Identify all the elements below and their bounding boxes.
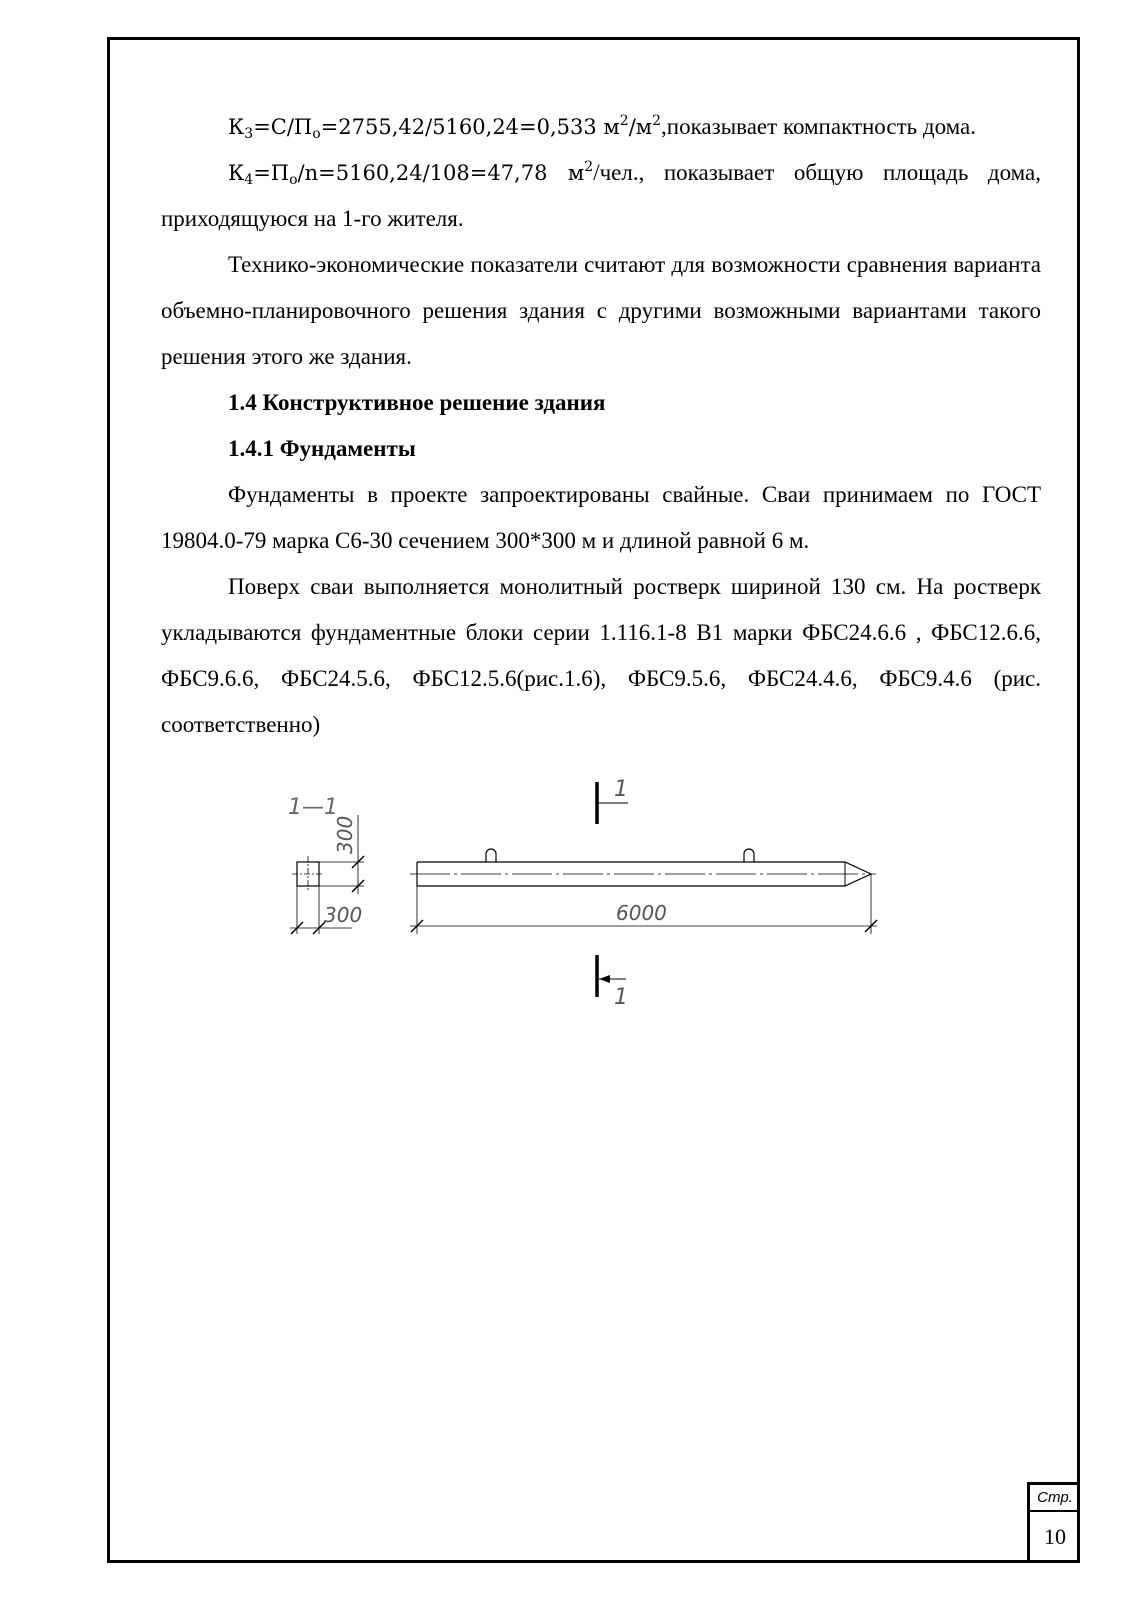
heading-1-4-1: 1.4.1 Фундаменты: [228, 436, 416, 461]
foundations-paragraph: Фундаменты в проекте запроектированы свайные. Сваи принимаем по ГОСТ 19804.0-79 марка С6-30 сечением 300*300 м и длиной равной 6 м.: [161, 482, 1041, 553]
rostverk-paragraph: Поверх сваи выполняется монолитный ростверк шириной 130 см. На ростверк укладываются фундаментные блоки серии 1.116.1-8 В1 марки ФБС24.6.6 , ФБС12.6.6, ФБС9.6.6, ФБС24.5.6, ФБС12.5.6(рис.1.6), ФБС9.5.6, ФБС24.4.6, ФБС9.4.6 (рис. соответственно): [161, 574, 1041, 737]
dim-length-label: 6000: [616, 901, 667, 925]
lifting-loop: [486, 849, 496, 862]
heading-1-4: 1.4 Конструктивное решение здания: [228, 390, 606, 415]
dim-height-label: 300: [333, 815, 357, 854]
dim-width-label: 300: [324, 903, 363, 927]
k3-formula: $К_3=С/П_о=2755,42/5160,24=0,533$ $м^2/м^2,показывает$ компактность дома.: [228, 113, 977, 142]
cut-mark-bottom-label: 1: [614, 985, 628, 1010]
stamp-label: Стр.: [1030, 1485, 1080, 1512]
k4-formula: $К_4=П_о/n=5160,24/108=47,78$ $м^2$/чел., показывает общую площадь дома, приходящуюся на 1-го жителя.: [161, 159, 1041, 231]
lifting-loop: [744, 849, 754, 862]
document-body: [161, 104, 1041, 748]
page-number: 10: [1044, 1524, 1066, 1549]
page-stamp: [1027, 1482, 1080, 1563]
tep-paragraph: Технико-экономические показатели считают для возможности сравнения варианта объемно-планировочного решения здания с другими возможными вариантами такого решения этого же здания.: [161, 252, 1041, 369]
section-label: 1—1: [288, 795, 338, 820]
pile-drawing: [280, 770, 880, 1020]
cut-mark-top-label: 1: [614, 777, 628, 802]
